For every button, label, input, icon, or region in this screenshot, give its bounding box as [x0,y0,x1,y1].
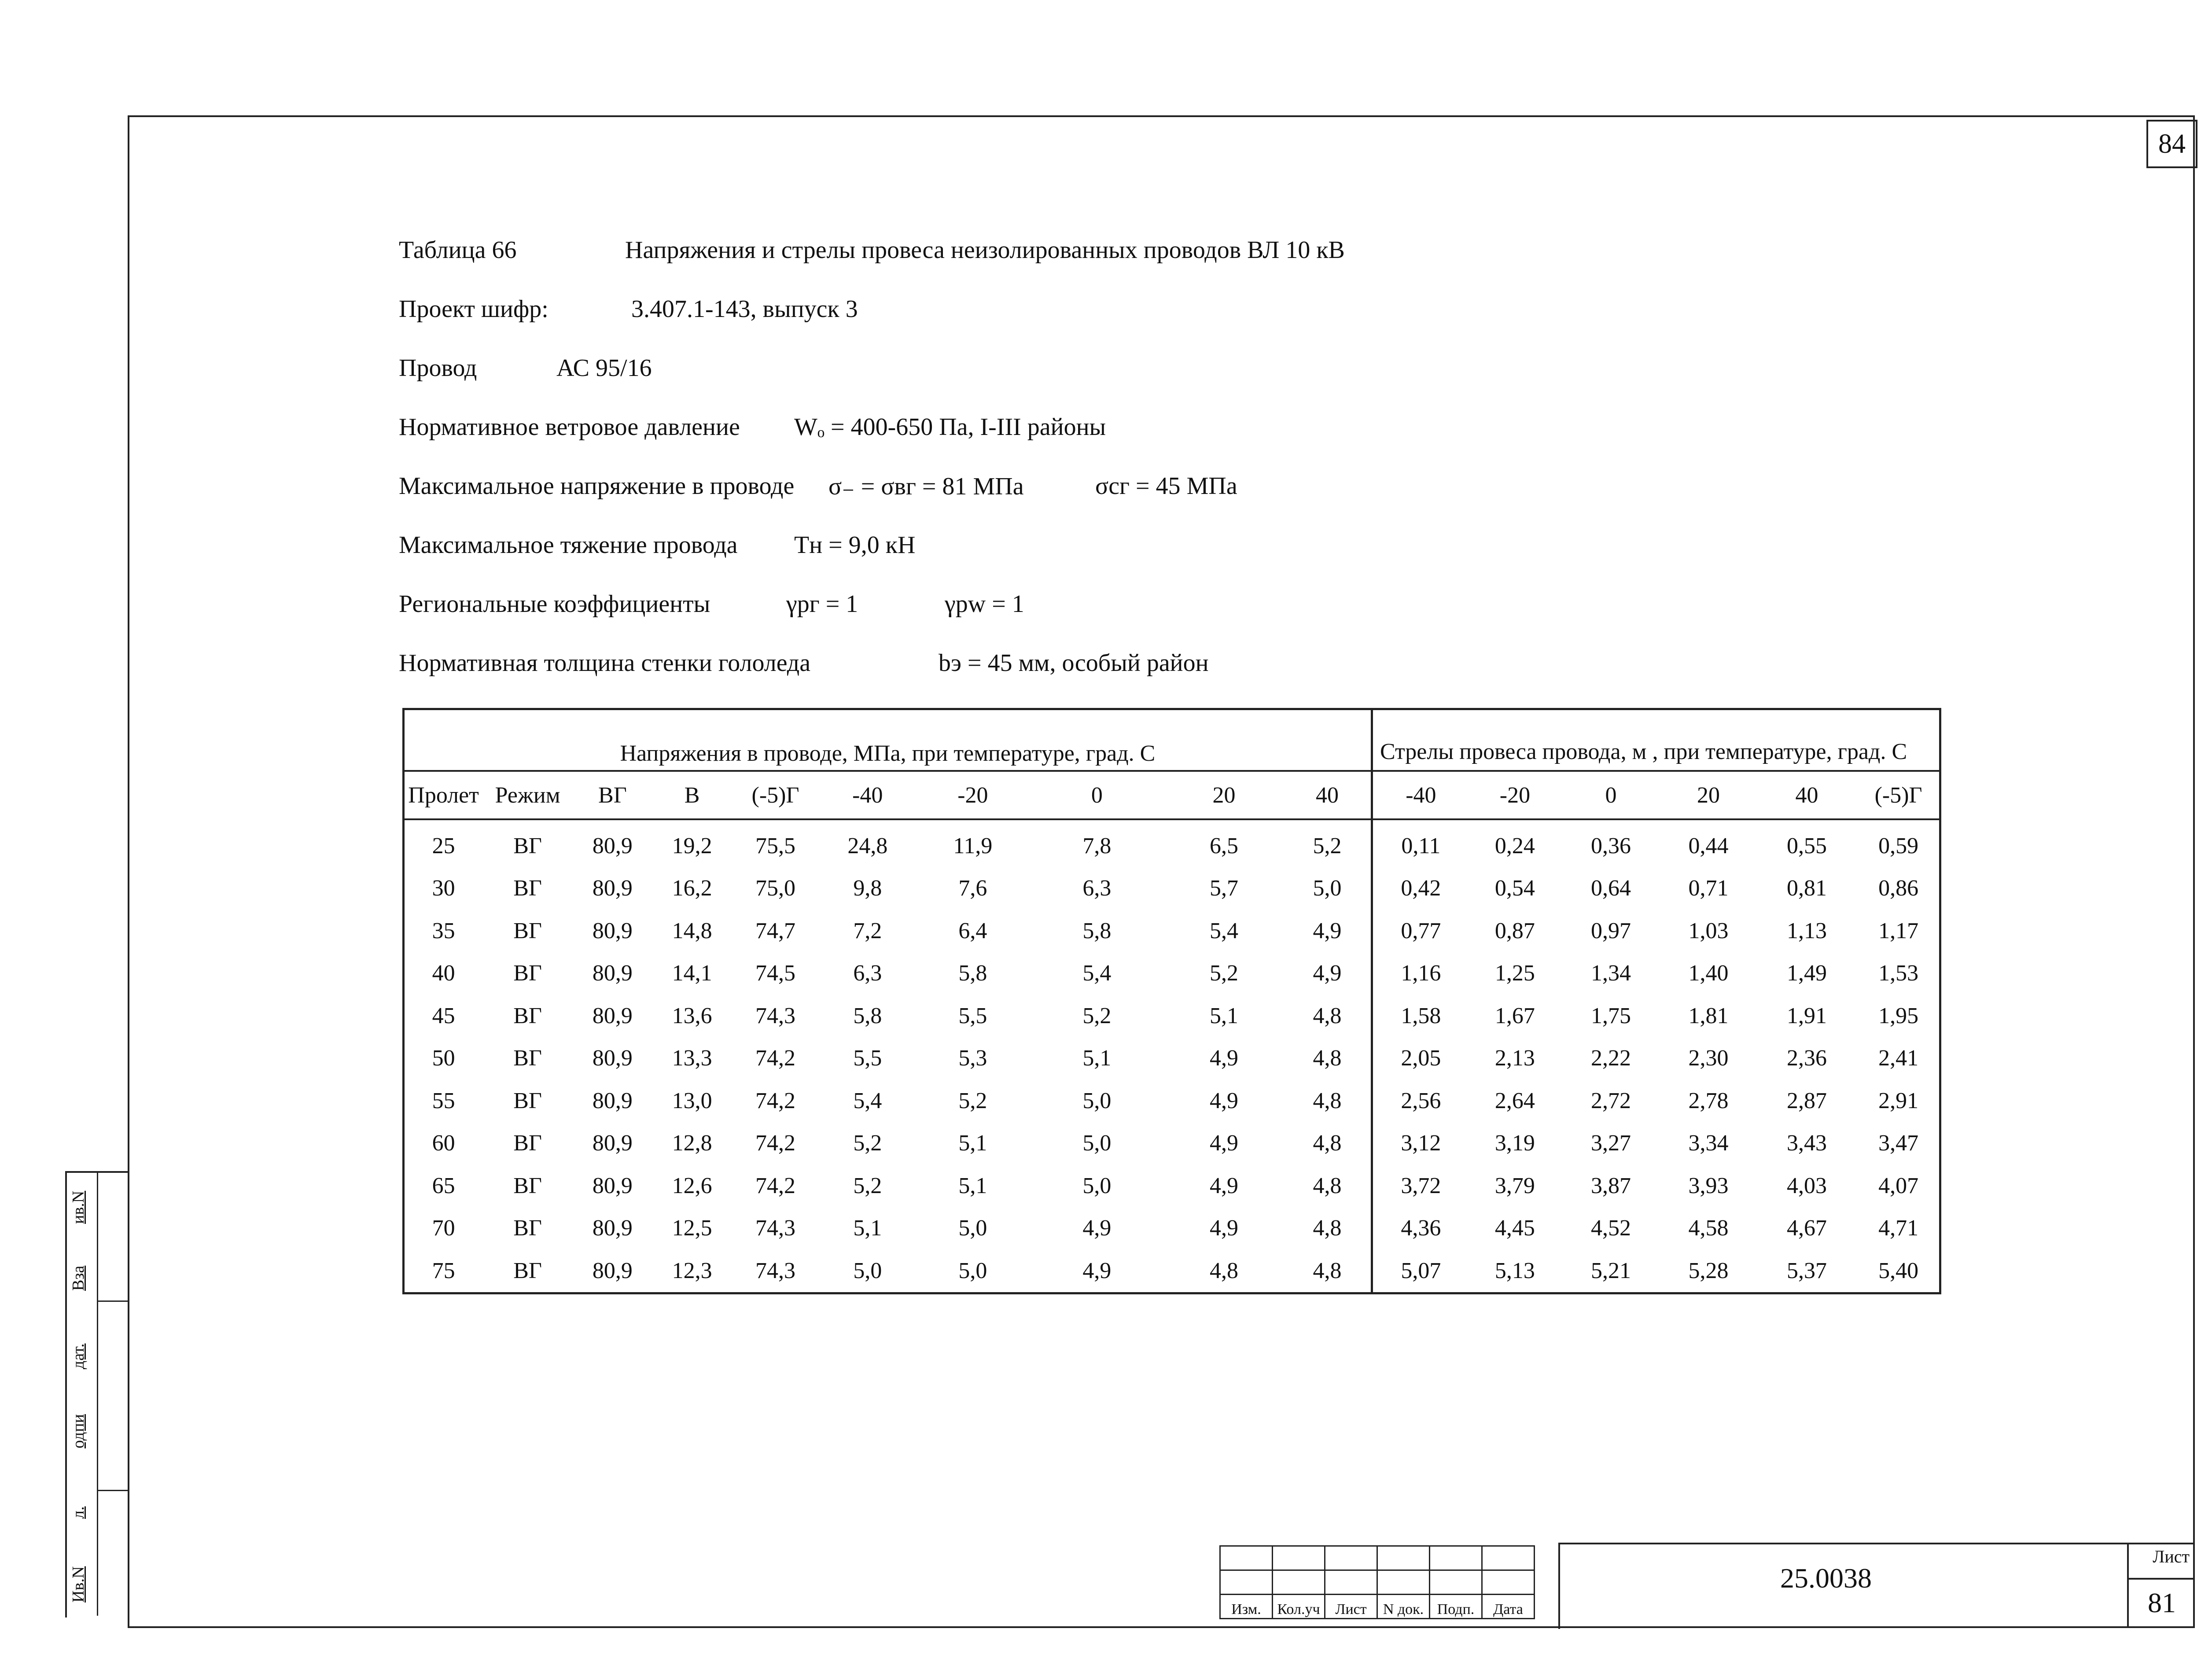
table-cell: 80,9 [592,1173,633,1198]
table-cell: 4,8 [1209,1258,1238,1283]
column-header: 40 [1284,771,1372,819]
table-cell: 5,1 [1082,1046,1112,1071]
table-cell: 80,9 [592,1216,633,1241]
table-cell: 12,5 [672,1216,712,1241]
table-cell: 5,4 [1209,918,1238,943]
table-cell: 2,36 [1787,1046,1827,1071]
column-header: (-5)Г [732,771,819,819]
table-cell: 6,5 [1209,833,1238,858]
strip-separator [97,1301,129,1302]
table-cell: 5,28 [1688,1258,1729,1283]
table-cell: 65 [432,1173,455,1198]
table-cell: 2,87 [1787,1088,1827,1113]
table-cell: 74,2 [755,1046,796,1071]
table-cell: 2,64 [1494,1088,1535,1113]
table-cell: 0,59 [1878,833,1919,858]
ice-line [399,649,1209,677]
table-cell: 5,13 [1494,1258,1535,1283]
max-stress-value-ice: σсг = 45 МПа [1095,472,1237,500]
table-cell: 74,5 [755,961,796,986]
table-cell: 4,9 [1209,1216,1238,1241]
table-cell: 4,9 [1313,918,1342,943]
table-cell: 60 [432,1131,455,1156]
wire-line [399,354,652,382]
table-cell: 4,36 [1372,1207,1469,1250]
column-header: 20 [1661,771,1756,819]
table-cell: 0,81 [1787,876,1827,901]
column-header: ВГ [573,771,652,819]
column-header: 40 [1756,771,1858,819]
max-stress-line [399,472,1237,500]
table-cell: ВГ [513,1216,542,1241]
table-cell: 30 [432,876,455,901]
table-cell: 74,7 [755,918,796,943]
table-cell: 50 [432,1046,455,1071]
table-cell: 0,42 [1372,867,1469,910]
table-cell: 4,9 [1209,1173,1238,1198]
table-cell: 1,25 [1494,961,1535,986]
table-cell: 0,97 [1591,918,1631,943]
table-cell: 5,8 [853,1003,882,1028]
side-label-vza: Вза [69,1265,88,1291]
table-cell: 74,2 [755,1131,796,1156]
column-header: Пролет [404,771,483,819]
table-cell: 5,0 [958,1258,987,1283]
group-header-row [404,709,1940,771]
table-cell: 1,95 [1878,1003,1919,1028]
table-title: Напряжения и стрелы провеса неизолированных проводов ВЛ 10 кВ [625,236,1345,264]
table-cell: 4,71 [1878,1216,1919,1241]
table-cell: ВГ [513,1046,542,1071]
table-cell: 5,8 [1082,918,1112,943]
table-cell: 5,37 [1787,1258,1827,1283]
table-cell: 3,27 [1591,1131,1631,1156]
table-cell: 1,13 [1787,918,1827,943]
table-cell: ВГ [513,1173,542,1198]
table-cell: 3,93 [1688,1173,1729,1198]
project-line [399,295,858,323]
table-cell: 5,3 [958,1046,987,1071]
column-header: -40 [819,771,916,819]
table-cell: 5,4 [853,1088,882,1113]
ice-label: Нормативная толщина стенки гололеда [399,649,811,677]
strip-separator [97,1490,129,1491]
table-cell: ВГ [513,1003,542,1028]
table-cell: 1,58 [1372,995,1469,1037]
table-label: Таблица 66 [399,236,517,264]
table-cell: 4,67 [1787,1216,1827,1241]
wind-line [399,413,1106,441]
table-cell: 5,2 [1082,1003,1112,1028]
table-cell: 1,17 [1878,918,1919,943]
table-cell: 13,3 [672,1046,712,1071]
table-cell: 2,78 [1688,1088,1729,1113]
table-cell: 5,0 [1082,1088,1112,1113]
table-cell: 13,0 [672,1088,712,1113]
stamp-label: Изм. [1220,1595,1273,1619]
table-cell: 6,3 [853,961,882,986]
table-cell: 5,21 [1591,1258,1631,1283]
table-cell: 2,56 [1372,1079,1469,1122]
table-cell: 9,8 [853,876,882,901]
table-cell: 5,2 [853,1173,882,1198]
table-cell: 12,8 [672,1131,712,1156]
column-header: -40 [1372,771,1469,819]
column-header: 0 [1561,771,1661,819]
wire-value: АС 95/16 [556,354,652,382]
table-cell: 74,3 [755,1003,796,1028]
table-cell: 55 [432,1088,455,1113]
table-row [404,1037,1940,1080]
table-body [404,819,1940,1293]
table-cell: 74,3 [755,1258,796,1283]
table-cell: 5,2 [1313,833,1342,858]
sheet-number: 84 [2146,120,2197,168]
table-cell: 24,8 [847,833,888,858]
table-cell: 74,2 [755,1088,796,1113]
table-cell: 80,9 [592,1046,633,1071]
table-cell: 3,72 [1372,1164,1469,1207]
table-cell: 5,2 [853,1131,882,1156]
table-row [404,910,1940,952]
table-cell: 5,5 [958,1003,987,1028]
table-cell: 0,54 [1494,876,1535,901]
tension-value: Тн = 9,0 кН [794,531,916,559]
table-cell: ВГ [513,961,542,986]
table-cell: 1,91 [1787,1003,1827,1028]
table-cell: 2,91 [1878,1088,1919,1113]
table-cell: 5,1 [853,1216,882,1241]
table-cell: 14,1 [672,961,712,986]
tension-label: Максимальное тяжение провода [399,531,738,559]
table-row [404,1122,1940,1165]
table-cell: 2,05 [1372,1037,1469,1080]
table-cell: 5,0 [853,1258,882,1283]
title-block [1558,1543,2194,1629]
table-cell: 4,45 [1494,1216,1535,1241]
regional-value-wind: γpw = 1 [945,590,1024,618]
table-row [404,1079,1940,1122]
table-cell: 80,9 [592,1088,633,1113]
table-cell: 35 [432,918,455,943]
table-cell: 70 [432,1216,455,1241]
table-cell: 3,79 [1494,1173,1535,1198]
table-cell: 4,8 [1313,1088,1342,1113]
table-cell: 5,0 [1313,876,1342,901]
table-cell: 5,2 [958,1088,987,1113]
side-label-inv: ив.N [69,1190,88,1224]
max-stress-label: Максимальное напряжение в проводе [399,472,795,500]
table-cell: 19,2 [672,833,712,858]
table-cell: 4,8 [1313,1173,1342,1198]
table-cell: ВГ [513,833,542,858]
table-cell: 4,9 [1209,1046,1238,1071]
regional-label: Региональные коэффициенты [399,590,710,618]
table-cell: 80,9 [592,961,633,986]
revision-stamp [1219,1545,1535,1619]
table-cell: 11,9 [953,833,993,858]
column-header: -20 [916,771,1030,819]
column-header: -20 [1469,771,1561,819]
table-cell: 4,9 [1209,1088,1238,1113]
table-cell: 3,87 [1591,1173,1631,1198]
table-cell: 4,9 [1209,1131,1238,1156]
table-cell: 4,8 [1313,1216,1342,1241]
table-row [404,995,1940,1037]
table-cell: 5,40 [1878,1258,1919,1283]
table-cell: 80,9 [592,833,633,858]
table-cell: 2,13 [1494,1046,1535,1071]
wind-value: Wₒ = 400-650 Па, I-III районы [794,413,1106,441]
regional-value-ice: γрг = 1 [786,590,858,618]
table-cell: 4,8 [1313,1046,1342,1071]
table-cell: 40 [432,961,455,986]
side-label-inv-orig: Ив.N [69,1566,88,1603]
column-header: В [652,771,732,819]
sheet-label: Лист [2127,1543,2193,1580]
stress-sag-table [402,708,1941,1294]
project-label: Проект шифр: [399,295,548,323]
table-cell: 4,52 [1591,1216,1631,1241]
table-cell: 7,6 [958,876,987,901]
table-cell: 0,64 [1591,876,1631,901]
table-cell: ВГ [513,918,542,943]
table-cell: 75,5 [755,833,796,858]
column-header: 20 [1164,771,1284,819]
ice-value: bэ = 45 мм, особый район [939,649,1209,677]
max-stress-value: σ₋ = σвг = 81 МПа [828,473,1024,500]
table-row [404,819,1940,867]
table-cell: 0,86 [1878,876,1919,901]
table-cell: 2,72 [1591,1088,1631,1113]
stamp-label: N док. [1377,1595,1430,1619]
table-cell: 1,40 [1688,961,1729,986]
table-cell: 0,36 [1591,833,1631,858]
table-cell: 2,30 [1688,1046,1729,1071]
approval-strip [65,1171,129,1617]
table-cell: 2,22 [1591,1046,1631,1071]
table-cell: 12,6 [672,1173,712,1198]
table-cell: 1,34 [1591,961,1631,986]
table-cell: 74,3 [755,1216,796,1241]
wire-label: Провод [399,354,477,382]
stamp-label: Лист [1325,1595,1377,1619]
table-cell: 80,9 [592,1258,633,1283]
table-cell: 16,2 [672,876,712,901]
sheet-value: 81 [2127,1580,2195,1626]
table-cell: 4,9 [1082,1216,1112,1241]
table-cell: 4,8 [1313,1003,1342,1028]
table-cell: ВГ [513,1258,542,1283]
table-cell: 0,87 [1494,918,1535,943]
table-cell: 0,11 [1372,819,1469,867]
table-cell: 7,2 [853,918,882,943]
strip-divider [97,1173,98,1616]
table-cell: 80,9 [592,1131,633,1156]
regional-line [399,590,1024,618]
document-code: 25.0038 [1780,1562,1872,1594]
table-cell: 5,07 [1372,1249,1469,1293]
table-cell: 5,0 [958,1216,987,1241]
table-caption [399,236,1345,264]
column-header: (-5)Г [1858,771,1940,819]
table-cell: 1,53 [1878,961,1919,986]
table-row [404,1164,1940,1207]
table-cell: 2,41 [1878,1046,1919,1071]
table-cell: 45 [432,1003,455,1028]
project-value: 3.407.1-143, выпуск 3 [631,295,858,323]
column-header: 0 [1030,771,1164,819]
stamp-label: Подп. [1430,1595,1482,1619]
table-row [404,1207,1940,1250]
table-cell: 80,9 [592,876,633,901]
column-header-row [404,771,1940,819]
table-cell: 3,12 [1372,1122,1469,1165]
table-cell: 4,58 [1688,1216,1729,1241]
table-cell: 1,75 [1591,1003,1631,1028]
column-header: Режим [482,771,573,819]
table-cell: 1,81 [1688,1003,1729,1028]
table-cell: 5,4 [1082,961,1112,986]
table-cell: 14,8 [672,918,712,943]
table-cell: 5,8 [958,961,987,986]
table-cell: 0,77 [1372,910,1469,952]
table-cell: 4,03 [1787,1173,1827,1198]
table-cell: ВГ [513,1131,542,1156]
table-cell: 13,6 [672,1003,712,1028]
table-cell: 5,0 [1082,1131,1112,1156]
table-cell: 74,2 [755,1173,796,1198]
table-cell: ВГ [513,1088,542,1113]
stamp-label: Кол.уч [1273,1595,1325,1619]
table-row [404,867,1940,910]
table-cell: 4,8 [1313,1131,1342,1156]
table-cell: 4,07 [1878,1173,1919,1198]
table-cell: 0,71 [1688,876,1729,901]
table-cell: 1,67 [1494,1003,1535,1028]
side-label-date: дат. [69,1343,88,1369]
table-cell: 4,9 [1313,961,1342,986]
stamp-label: Дата [1482,1595,1535,1619]
table-cell: 5,7 [1209,876,1238,901]
table-cell: 5,5 [853,1046,882,1071]
table-cell: 75,0 [755,876,796,901]
table-row [404,1249,1940,1293]
table-cell: 4,8 [1313,1258,1342,1283]
sag-group-header: Стрелы провеса провода, м , при температуре, град. С [1372,709,1940,771]
table-cell: 5,1 [958,1131,987,1156]
wind-label: Нормативное ветровое давление [399,413,740,441]
table-cell: 0,55 [1787,833,1827,858]
table-cell: 5,1 [1209,1003,1238,1028]
side-label-signature: одпи [69,1414,88,1448]
table-cell: 80,9 [592,1003,633,1028]
table-cell: 12,3 [672,1258,712,1283]
table-cell: 80,9 [592,918,633,943]
table-cell: 0,24 [1494,833,1535,858]
table-cell: 1,03 [1688,918,1729,943]
table-cell: 1,16 [1372,952,1469,995]
table-cell: 3,34 [1688,1131,1729,1156]
table-cell: 5,1 [958,1173,987,1198]
stress-group-header: Напряжения в проводе, МПа, при температуре, град. С [620,741,1156,766]
table-cell: 5,0 [1082,1173,1112,1198]
table-cell: 5,2 [1209,961,1238,986]
table-cell: 4,9 [1082,1258,1112,1283]
table-cell: 1,49 [1787,961,1827,986]
stamp-label-row [1220,1595,1535,1619]
table-cell: 3,47 [1878,1131,1919,1156]
table-cell: ВГ [513,876,542,901]
table-cell: 25 [432,833,455,858]
table-cell: 3,43 [1787,1131,1827,1156]
side-label-list: л. [69,1506,88,1519]
table-cell: 0,44 [1688,833,1729,858]
table-cell: 75 [432,1258,455,1283]
tension-line [399,531,916,559]
table-cell: 7,8 [1082,833,1112,858]
table-cell: 3,19 [1494,1131,1535,1156]
table-row [404,952,1940,995]
table-cell: 6,3 [1082,876,1112,901]
table-cell: 6,4 [958,918,987,943]
